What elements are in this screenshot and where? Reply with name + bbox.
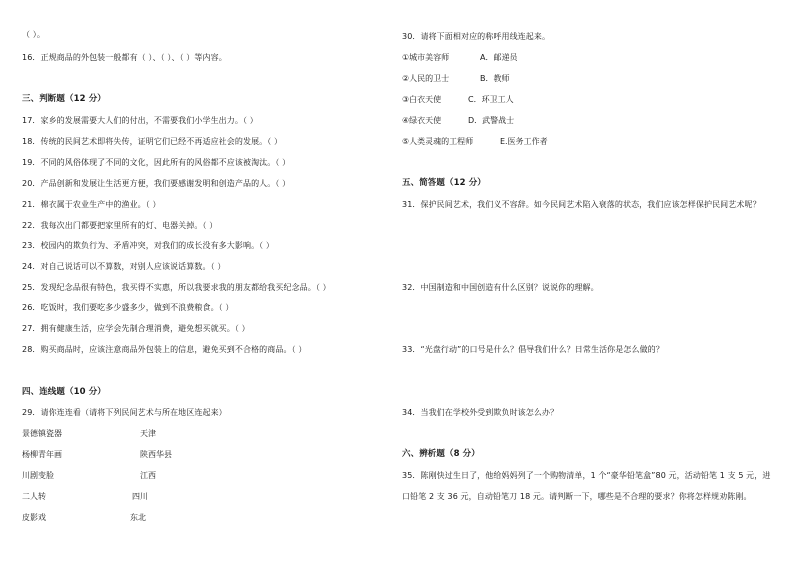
question-16: 16．正规商品的外包装一般都有（ ）、（ ）、（ ）等内容。 — [22, 53, 227, 62]
job-item-e: E.医务工作者 — [500, 137, 548, 146]
job-item-a: A．邮递员 — [480, 53, 518, 62]
match-art-2: 杨柳青年画 — [22, 450, 62, 459]
judge-item-26: 26．吃饭时，我们要吃多少盛多少，做到不浪费粮食。（ ） — [22, 303, 234, 312]
judge-item-17: 17．家乡的发展需要大人们的付出，不需要我们小学生出力。（ ） — [22, 116, 258, 125]
section-4-title: 四、连线题（10 分） — [22, 387, 106, 397]
match-art-5: 皮影戏 — [22, 513, 46, 522]
question-31: 31．保护民间艺术，我们义不容辞。如今民间艺术陷入衰落的状态，我们应该怎样保护民间艺术呢？ — [402, 200, 761, 209]
title-item-5: ⑤人类灵魂的工程师 — [402, 137, 474, 146]
match-region-2: 陕西华县 — [140, 450, 172, 459]
job-item-d: D．武警战士 — [468, 116, 515, 125]
question-35: 35．陈刚快过生日了，他给妈妈列了一个购物清单，1 个“豪华铅笔盒”80 元，活动铅笔 1 支 5 元，进口铅笔 2 支 36 元，自动铅笔刀 18 元。请判断一下，哪些是不合理的要求？你将怎样规劝陈刚。 — [402, 471, 771, 501]
job-item-c: C．环卫工人 — [468, 95, 514, 104]
title-item-4: ④绿衣天使 — [402, 116, 442, 125]
match-region-1: 天津 — [140, 429, 156, 438]
section-6-title: 六、辨析题（8 分） — [402, 449, 480, 459]
match-region-4: 四川 — [132, 492, 148, 501]
title-item-2: ②人民的卫士 — [402, 74, 450, 83]
title-item-1: ①城市美容师 — [402, 53, 450, 62]
match-region-5: 东北 — [130, 513, 146, 522]
judge-item-18: 18．传统的民间艺术即将失传，证明它们已经不再适应社会的发展。（ ） — [22, 137, 283, 146]
job-item-b: B．教师 — [480, 74, 510, 83]
match-art-4: 二人转 — [22, 492, 46, 501]
judge-item-20: 20．产品创新和发展让生活更方便，我们要感谢发明和创造产品的人。（ ） — [22, 179, 291, 188]
question-29: 29．请你连连看（请将下列民间艺术与所在地区连起来） — [22, 408, 227, 417]
judge-item-28: 28．购买商品时，应该注意商品外包装上的信息，避免买到不合格的商品。（ ） — [22, 345, 307, 354]
question-34: 34．当我们在学校外受到欺负时该怎么办？ — [402, 408, 559, 417]
question-30: 30．请将下面相对应的称呼用线连起来。 — [402, 32, 551, 41]
judge-item-19: 19．不同的风俗体现了不同的文化，因此所有的风俗都不应该被淘汰。（ ） — [22, 158, 291, 167]
judge-item-24: 24．对自己说话可以不算数，对别人应该说话算数。（ ） — [22, 262, 226, 271]
q15-blank: （ ）。 — [22, 30, 45, 39]
judge-item-22: 22．我每次出门都要把家里所有的灯、电器关掉。（ ） — [22, 221, 218, 230]
section-5-title: 五、简答题（12 分） — [402, 178, 486, 188]
judge-item-21: 21．棉衣属于农业生产中的渔业。（ ） — [22, 200, 161, 209]
match-region-3: 江西 — [140, 471, 156, 480]
title-item-3: ③白衣天使 — [402, 95, 442, 104]
judge-item-27: 27．拥有健康生活，应学会先制合理消费，避免想买就买。（ ） — [22, 324, 250, 333]
judge-item-25: 25．发现纪念品很有特色，我买得不实惠，所以我要求我的朋友都给我买纪念品。（ ） — [22, 283, 331, 292]
question-32: 32．中国制造和中国创造有什么区别？说说你的理解。 — [402, 283, 599, 292]
match-art-1: 景德镇瓷器 — [22, 429, 62, 438]
judge-item-23: 23．校园内的欺负行为、矛盾冲突，对我们的成长没有多大影响。（ ） — [22, 241, 275, 250]
match-art-3: 川剧变脸 — [22, 471, 54, 480]
section-3-title: 三、判断题（12 分） — [22, 94, 106, 104]
question-33: 33．“光盘行动”的口号是什么？倡导我们什么？日常生活你是怎么做的？ — [402, 345, 664, 354]
